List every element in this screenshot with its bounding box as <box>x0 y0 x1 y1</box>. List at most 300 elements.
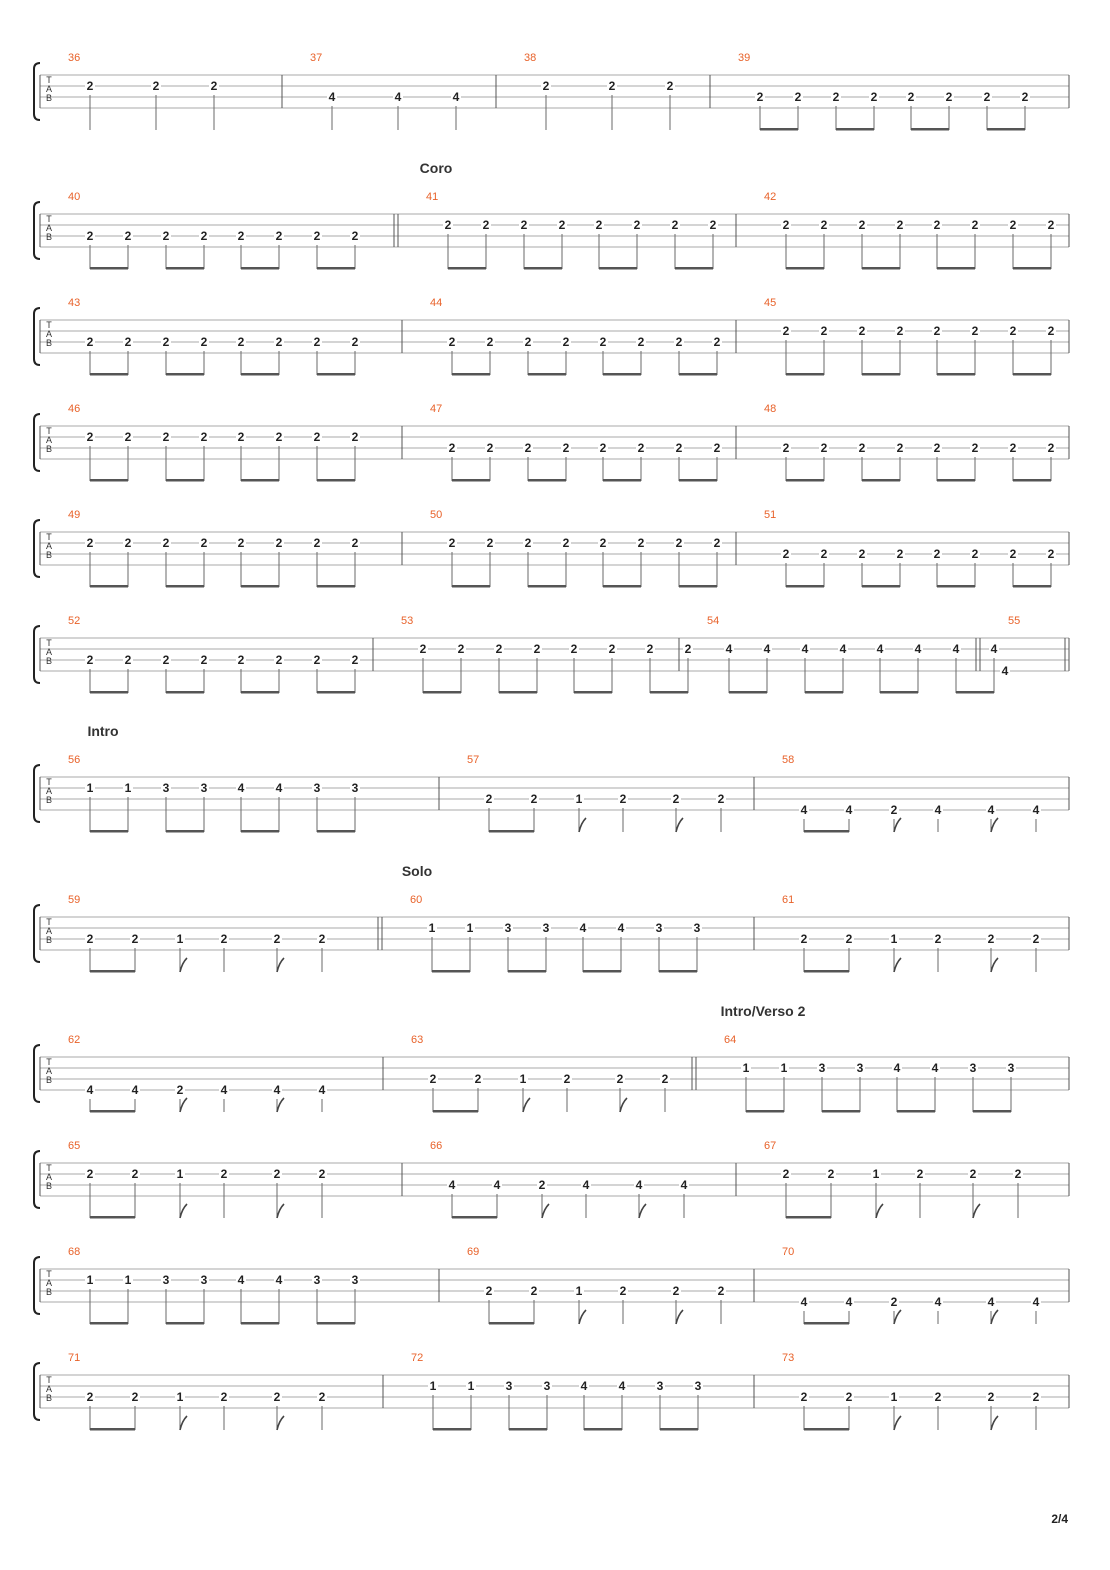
system-bracket <box>34 308 40 365</box>
system-bracket <box>34 1045 40 1102</box>
note-beam <box>90 1322 128 1325</box>
fret-number: 2 <box>717 792 725 806</box>
fret-number: 2 <box>858 324 866 338</box>
fret-number: 2 <box>124 335 132 349</box>
fret-number: 2 <box>1032 932 1040 946</box>
fret-number: 4 <box>275 1273 283 1287</box>
note-beam <box>90 585 128 588</box>
tab-clef-letter: A <box>45 647 53 657</box>
tab-clef-letter: T <box>46 1375 52 1385</box>
fret-number: 2 <box>599 441 607 455</box>
note-beam <box>452 373 490 376</box>
measure-number: 37 <box>310 52 323 64</box>
fret-number: 2 <box>713 441 721 455</box>
note-beam <box>679 479 717 482</box>
fret-number: 2 <box>782 441 790 455</box>
tab-clef-letter: T <box>46 1057 52 1067</box>
fret-number: 4 <box>275 781 283 795</box>
fret-number: 2 <box>717 1284 725 1298</box>
note-beam <box>433 1428 471 1431</box>
eighth-flag <box>676 1310 683 1324</box>
note-beam <box>241 479 279 482</box>
fret-number: 2 <box>800 1390 808 1404</box>
tab-clef-letter: B <box>45 1181 53 1191</box>
section-label: Coro <box>419 160 453 176</box>
fret-number: 2 <box>637 441 645 455</box>
note-beam <box>241 585 279 588</box>
note-beam <box>528 373 566 376</box>
fret-number: 2 <box>637 536 645 550</box>
fret-number: 2 <box>482 218 490 232</box>
fret-number: 4 <box>725 642 733 656</box>
fret-number: 2 <box>933 218 941 232</box>
note-beam <box>432 970 470 973</box>
eighth-flag <box>523 1098 530 1112</box>
fret-number: 4 <box>394 90 402 104</box>
eighth-flag <box>180 1416 187 1430</box>
note-beam <box>729 691 767 694</box>
fret-number: 2 <box>313 536 321 550</box>
fret-number: 4 <box>579 921 587 935</box>
note-beam <box>862 373 900 376</box>
fret-number: 2 <box>794 90 802 104</box>
fret-number: 2 <box>318 1390 326 1404</box>
system-bracket <box>34 520 40 577</box>
fret-number: 2 <box>1047 324 1055 338</box>
note-beam <box>897 1110 935 1113</box>
eighth-flag <box>542 1204 549 1218</box>
measure-number: 57 <box>467 754 480 766</box>
note-beam <box>524 267 562 270</box>
fret-number: 2 <box>351 430 359 444</box>
fret-number: 3 <box>351 1273 359 1287</box>
fret-number: 2 <box>275 536 283 550</box>
fret-number: 2 <box>983 90 991 104</box>
system-bracket <box>34 414 40 471</box>
tab-clef-letter: A <box>45 329 53 339</box>
fret-number: 1 <box>742 1061 750 1075</box>
fret-number: 2 <box>318 932 326 946</box>
fret-number: 4 <box>914 642 922 656</box>
fret-number: 2 <box>756 90 764 104</box>
fret-number: 4 <box>582 1178 590 1192</box>
note-beam <box>241 1322 279 1325</box>
measure-number: 54 <box>707 615 720 627</box>
fret-number: 2 <box>275 335 283 349</box>
measure-number: 62 <box>68 1034 81 1046</box>
tab-system <box>34 509 1069 588</box>
note-beam <box>1013 479 1051 482</box>
measure-number: 70 <box>782 1246 795 1258</box>
eighth-flag <box>620 1098 627 1112</box>
fret-number: 3 <box>542 921 550 935</box>
fret-number: 2 <box>237 430 245 444</box>
fret-number: 2 <box>162 653 170 667</box>
fret-number: 2 <box>351 229 359 243</box>
tab-clef-letter: B <box>45 93 53 103</box>
note-beam <box>786 585 824 588</box>
fret-number: 2 <box>200 335 208 349</box>
eighth-flag <box>991 958 998 972</box>
fret-number: 3 <box>351 781 359 795</box>
note-beam <box>448 267 486 270</box>
tab-clef-letter: B <box>45 1393 53 1403</box>
tab-system <box>34 160 1069 270</box>
fret-number: 2 <box>782 324 790 338</box>
fret-number: 2 <box>971 218 979 232</box>
fret-number: 2 <box>162 536 170 550</box>
fret-number: 2 <box>608 79 616 93</box>
note-beam <box>241 267 279 270</box>
note-beam <box>90 1216 135 1219</box>
note-beam <box>786 1216 831 1219</box>
fret-number: 4 <box>131 1083 139 1097</box>
fret-number: 2 <box>486 441 494 455</box>
tab-system <box>34 1246 1069 1325</box>
fret-number: 2 <box>672 792 680 806</box>
fret-number: 2 <box>313 653 321 667</box>
measure-number: 73 <box>782 1352 795 1364</box>
measure-number: 52 <box>68 615 81 627</box>
fret-number: 4 <box>237 781 245 795</box>
fret-number: 2 <box>934 932 942 946</box>
fret-number: 3 <box>655 921 663 935</box>
measure-number: 64 <box>724 1034 737 1046</box>
tab-system <box>34 297 1069 376</box>
tab-clef-letter: A <box>45 1066 53 1076</box>
note-beam <box>937 479 975 482</box>
fret-number: 2 <box>273 1167 281 1181</box>
note-beam <box>862 585 900 588</box>
fret-number: 2 <box>486 335 494 349</box>
fret-number: 2 <box>666 79 674 93</box>
measure-number: 53 <box>401 615 414 627</box>
fret-number: 2 <box>530 1284 538 1298</box>
fret-number: 2 <box>131 1167 139 1181</box>
fret-number: 2 <box>987 1390 995 1404</box>
note-beam <box>528 585 566 588</box>
note-beam <box>880 691 918 694</box>
tab-clef-letter: T <box>46 638 52 648</box>
note-beam <box>90 691 128 694</box>
note-beam <box>786 479 824 482</box>
tab-clef-letter: T <box>46 75 52 85</box>
note-beam <box>804 970 849 973</box>
note-beam <box>452 585 490 588</box>
fret-number: 2 <box>619 792 627 806</box>
fret-number: 2 <box>933 441 941 455</box>
fret-number: 4 <box>763 642 771 656</box>
eighth-flag <box>991 818 998 832</box>
note-beam <box>509 1428 547 1431</box>
fret-number: 2 <box>1047 218 1055 232</box>
fret-number: 1 <box>872 1167 880 1181</box>
measure-number: 49 <box>68 509 81 521</box>
system-bracket <box>34 1363 40 1420</box>
fret-number: 4 <box>845 1295 853 1309</box>
tab-clef-letter: T <box>46 426 52 436</box>
tab-clef-letter: T <box>46 320 52 330</box>
fret-number: 1 <box>176 1390 184 1404</box>
fret-number: 3 <box>656 1379 664 1393</box>
fret-number: 2 <box>633 218 641 232</box>
fret-number: 1 <box>86 1273 94 1287</box>
fret-number: 2 <box>152 79 160 93</box>
fret-number: 2 <box>351 536 359 550</box>
fret-number: 4 <box>1001 664 1009 678</box>
fret-number: 2 <box>448 441 456 455</box>
eighth-flag <box>894 1310 901 1324</box>
fret-number: 2 <box>538 1178 546 1192</box>
fret-number: 1 <box>467 1379 475 1393</box>
fret-number: 2 <box>124 536 132 550</box>
eighth-flag <box>579 1310 586 1324</box>
section-label: Solo <box>401 863 433 879</box>
fret-number: 2 <box>713 335 721 349</box>
fret-number: 2 <box>524 335 532 349</box>
fret-number: 2 <box>933 547 941 561</box>
tab-clef-letter: T <box>46 1269 52 1279</box>
note-beam <box>659 970 697 973</box>
fret-number: 1 <box>176 932 184 946</box>
note-beam <box>508 970 546 973</box>
fret-number: 2 <box>870 90 878 104</box>
tab-clef-letter: T <box>46 917 52 927</box>
fret-number: 2 <box>637 335 645 349</box>
note-beam <box>90 479 128 482</box>
fret-number: 2 <box>474 1072 482 1086</box>
note-beam <box>166 585 204 588</box>
eighth-flag <box>876 1204 883 1218</box>
eighth-flag <box>894 1416 901 1430</box>
fret-number: 2 <box>533 642 541 656</box>
fret-number: 3 <box>200 1273 208 1287</box>
eighth-flag <box>180 958 187 972</box>
fret-number: 2 <box>1047 547 1055 561</box>
measure-number: 39 <box>738 52 751 64</box>
measure-number: 61 <box>782 894 795 906</box>
measure-number: 36 <box>68 52 81 64</box>
fret-number: 2 <box>162 430 170 444</box>
fret-number: 4 <box>220 1083 228 1097</box>
fret-number: 2 <box>933 324 941 338</box>
tab-clef-letter: B <box>45 795 53 805</box>
fret-number: 2 <box>313 229 321 243</box>
fret-number: 2 <box>971 547 979 561</box>
fret-number: 2 <box>595 218 603 232</box>
fret-number: 2 <box>1009 218 1017 232</box>
measure-number: 65 <box>68 1140 81 1152</box>
fret-number: 2 <box>86 536 94 550</box>
eighth-flag <box>277 1416 284 1430</box>
measure-number: 58 <box>782 754 795 766</box>
fret-number: 2 <box>608 642 616 656</box>
fret-number: 2 <box>1009 441 1017 455</box>
note-beam <box>1013 373 1051 376</box>
note-beam <box>760 128 798 131</box>
fret-number: 1 <box>466 921 474 935</box>
fret-number: 2 <box>457 642 465 656</box>
tab-clef-letter: B <box>45 232 53 242</box>
section-label: Intro/Verso 2 <box>720 1003 806 1019</box>
eighth-flag <box>639 1204 646 1218</box>
note-beam <box>452 479 490 482</box>
fret-number: 4 <box>934 1295 942 1309</box>
note-beam <box>90 1428 135 1431</box>
fret-number: 4 <box>580 1379 588 1393</box>
fret-number: 2 <box>1009 324 1017 338</box>
fret-number: 4 <box>493 1178 501 1192</box>
note-beam <box>90 830 128 833</box>
note-beam <box>599 267 637 270</box>
fret-number: 4 <box>452 90 460 104</box>
system-bracket <box>34 63 40 120</box>
note-beam <box>862 267 900 270</box>
fret-number: 1 <box>519 1072 527 1086</box>
fret-number: 2 <box>890 1295 898 1309</box>
fret-number: 2 <box>237 653 245 667</box>
note-beam <box>805 691 843 694</box>
fret-number: 2 <box>890 803 898 817</box>
fret-number: 2 <box>131 1390 139 1404</box>
fret-number: 2 <box>832 90 840 104</box>
fret-number: 1 <box>780 1061 788 1075</box>
fret-number: 2 <box>845 932 853 946</box>
fret-number: 2 <box>675 335 683 349</box>
fret-number: 2 <box>675 441 683 455</box>
fret-number: 2 <box>273 1390 281 1404</box>
fret-number: 2 <box>486 536 494 550</box>
note-beam <box>584 1428 622 1431</box>
fret-number: 2 <box>220 1167 228 1181</box>
tab-clef-letter: A <box>45 435 53 445</box>
fret-number: 1 <box>86 781 94 795</box>
system-bracket <box>34 626 40 683</box>
tab-clef-letter: B <box>45 935 53 945</box>
note-beam <box>804 1322 849 1325</box>
fret-number: 2 <box>275 653 283 667</box>
fret-number: 2 <box>827 1167 835 1181</box>
fret-number: 4 <box>987 803 995 817</box>
tab-clef-letter: A <box>45 84 53 94</box>
fret-number: 2 <box>176 1083 184 1097</box>
fret-number: 2 <box>782 547 790 561</box>
eighth-flag <box>973 1204 980 1218</box>
fret-number: 2 <box>896 324 904 338</box>
fret-number: 2 <box>672 1284 680 1298</box>
fret-number: 2 <box>162 229 170 243</box>
fret-number: 2 <box>124 653 132 667</box>
measure-number: 43 <box>68 297 81 309</box>
fret-number: 2 <box>562 441 570 455</box>
measure-number: 45 <box>764 297 777 309</box>
fret-number: 2 <box>419 642 427 656</box>
tab-system <box>34 1140 1069 1219</box>
fret-number: 4 <box>1032 1295 1040 1309</box>
fret-number: 2 <box>351 653 359 667</box>
tab-system <box>34 723 1069 833</box>
fret-number: 2 <box>1047 441 1055 455</box>
tab-clef-letter: B <box>45 1075 53 1085</box>
fret-number: 2 <box>945 90 953 104</box>
measure-number: 51 <box>764 509 777 521</box>
note-beam <box>241 691 279 694</box>
note-beam <box>956 691 994 694</box>
fret-number: 2 <box>987 932 995 946</box>
fret-number: 2 <box>563 1072 571 1086</box>
fret-number: 4 <box>318 1083 326 1097</box>
measure-number: 44 <box>430 297 443 309</box>
note-beam <box>166 691 204 694</box>
fret-number: 2 <box>86 430 94 444</box>
fret-number: 4 <box>237 1273 245 1287</box>
tab-clef-letter: A <box>45 926 53 936</box>
fret-number: 4 <box>800 803 808 817</box>
fret-number: 2 <box>313 430 321 444</box>
measure-number: 68 <box>68 1246 81 1258</box>
fret-number: 2 <box>782 1167 790 1181</box>
tab-system <box>34 52 1069 131</box>
fret-number: 2 <box>210 79 218 93</box>
fret-number: 2 <box>671 218 679 232</box>
note-beam <box>836 128 874 131</box>
fret-number: 1 <box>575 1284 583 1298</box>
note-beam <box>660 1428 698 1431</box>
fret-number: 2 <box>782 218 790 232</box>
fret-number: 3 <box>694 1379 702 1393</box>
note-beam <box>166 830 204 833</box>
tab-clef-letter: A <box>45 786 53 796</box>
measure-number: 47 <box>430 403 443 415</box>
fret-number: 4 <box>448 1178 456 1192</box>
measure-number: 50 <box>430 509 443 521</box>
note-beam <box>90 1110 135 1113</box>
eighth-flag <box>277 1098 284 1112</box>
fret-number: 2 <box>448 335 456 349</box>
fret-number: 2 <box>858 441 866 455</box>
tab-clef-letter: A <box>45 1172 53 1182</box>
fret-number: 4 <box>839 642 847 656</box>
eighth-flag <box>277 1204 284 1218</box>
fret-number: 2 <box>896 441 904 455</box>
note-beam <box>679 373 717 376</box>
fret-number: 1 <box>890 932 898 946</box>
note-beam <box>433 1110 478 1113</box>
fret-number: 2 <box>558 218 566 232</box>
measure-number: 60 <box>410 894 423 906</box>
measure-number: 67 <box>764 1140 777 1152</box>
measure-number: 69 <box>467 1246 480 1258</box>
system-bracket <box>34 202 40 259</box>
tab-clef-letter: B <box>45 1287 53 1297</box>
note-beam <box>987 128 1025 131</box>
section-label: Intro <box>87 723 119 739</box>
fret-number: 2 <box>820 547 828 561</box>
fret-number: 2 <box>237 229 245 243</box>
tab-clef-letter: T <box>46 214 52 224</box>
fret-number: 3 <box>543 1379 551 1393</box>
fret-number: 4 <box>1032 803 1040 817</box>
fret-number: 2 <box>599 335 607 349</box>
note-beam <box>317 691 355 694</box>
fret-number: 4 <box>273 1083 281 1097</box>
fret-number: 2 <box>273 932 281 946</box>
note-beam <box>1013 585 1051 588</box>
tab-system <box>34 1003 1069 1113</box>
fret-number: 2 <box>907 90 915 104</box>
note-beam <box>603 373 641 376</box>
fret-number: 2 <box>570 642 578 656</box>
